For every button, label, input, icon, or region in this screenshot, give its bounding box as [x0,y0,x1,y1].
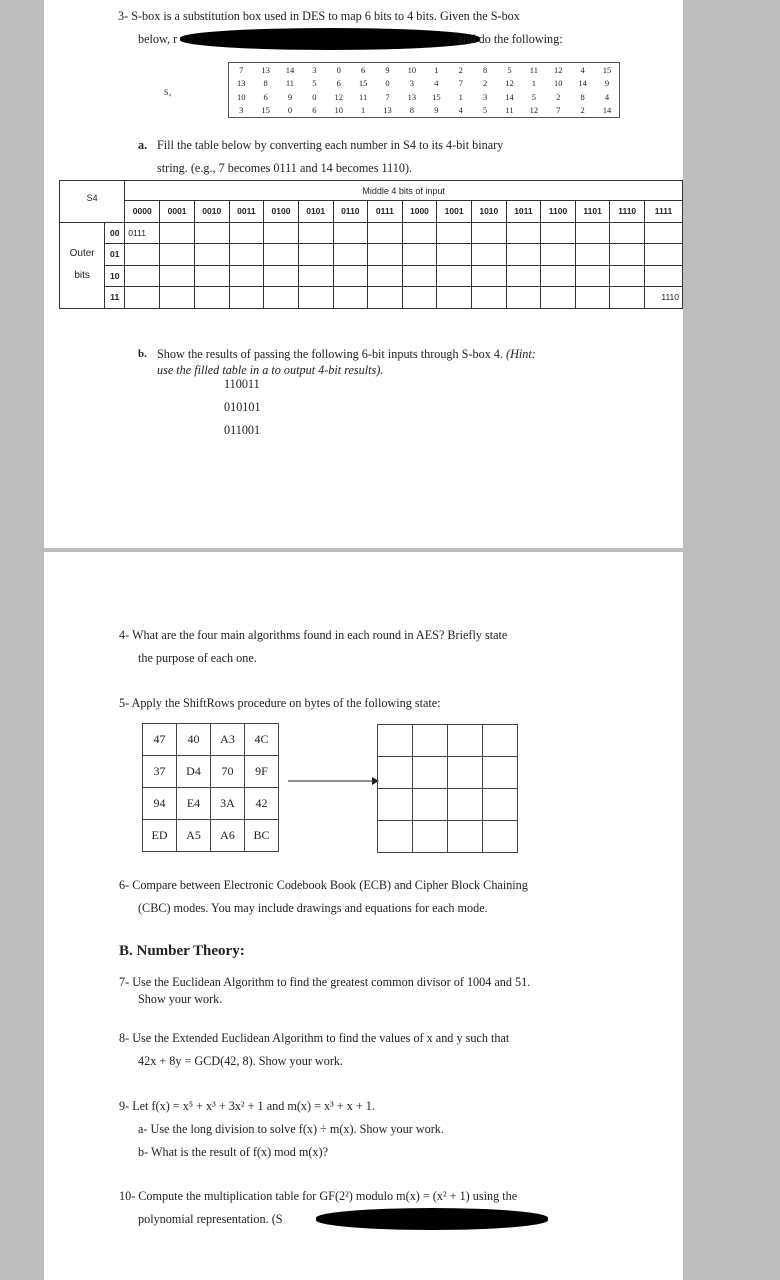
output-row [378,789,518,821]
q4-line2: the purpose of each one. [138,651,257,665]
output-row [378,757,518,789]
sbox-cell: 2 [482,78,488,89]
output-cell[interactable] [413,757,448,789]
table-header: Middle 4 bits of input [125,181,683,201]
sbox-cell: 1 [458,91,463,102]
row-label: 00 [105,222,125,244]
table-cell[interactable] [333,287,368,309]
arrow-icon [288,775,380,787]
table-cell[interactable] [437,265,472,287]
sbox-cell: 8 [580,91,585,102]
input-2: 010101 [224,400,261,414]
state-byte: D4 [177,756,211,788]
table-cell[interactable] [402,244,437,266]
sbox-cell: 10 [236,91,246,102]
sbox-cell: 14 [602,105,612,116]
table-cell[interactable] [541,222,576,244]
table-cell[interactable] [471,287,506,309]
sbox-cell: 5 [531,91,536,102]
exam-page-2 [44,552,683,1280]
table-cell[interactable] [610,265,645,287]
column-header: 1010 [471,201,506,223]
exam-page-1 [44,0,683,548]
q9-line1: 9- Let f(x) = x⁵ + x³ + 3x² + 1 and m(x) = x³ + x + 1. [119,1099,375,1113]
q3a-prefix: a. [138,138,148,152]
sbox-cell: 13 [236,78,246,89]
output-cell[interactable] [378,821,413,853]
output-cell[interactable] [413,821,448,853]
column-header: 0001 [160,201,195,223]
q4-line1: 4- What are the four main algorithms found in each round in AES? Briefly state [119,628,508,642]
input-3: 011001 [224,423,261,437]
output-cell[interactable] [448,757,483,789]
state-byte: 42 [245,788,279,820]
table-cell[interactable] [644,244,682,266]
sbox-cell: 4 [580,64,585,75]
sbox-cell: 6 [312,105,317,116]
state-byte: A3 [211,724,245,756]
table-cell[interactable] [264,265,299,287]
table-cell[interactable] [368,222,403,244]
column-header: 1111 [644,201,682,223]
sbox-cell: 2 [580,105,585,116]
table-cell[interactable] [194,287,229,309]
output-cell[interactable] [483,789,518,821]
state-byte: ED [143,820,177,852]
table-cell[interactable] [229,222,264,244]
table-cell[interactable] [264,222,299,244]
output-cell[interactable] [378,757,413,789]
q5-line1: 5- Apply the ShiftRows procedure on bytes of the following state: [119,696,441,710]
sbox-cell: 13 [407,91,417,102]
table-cell[interactable] [368,287,403,309]
q9-a: a- Use the long division to solve f(x) ÷ m(x). Show your work. [138,1122,444,1136]
table-cell[interactable] [471,265,506,287]
q3b-line1: Show the results of passing the following 6-bit inputs through S-box 4. (Hint: [157,347,536,361]
sbox-cell: 1 [361,105,366,116]
state-byte: A6 [211,820,245,852]
table-row [60,287,683,309]
table-cell[interactable] [471,244,506,266]
q8-line2: 42x + 8y = GCD(42, 8). Show your work. [138,1054,344,1068]
column-header: 1101 [575,201,610,223]
sbox-cell: 5 [312,78,317,89]
table-cell[interactable] [298,287,333,309]
sbox-cell: 5 [507,64,512,75]
table-cell[interactable] [333,244,368,266]
column-header: 0101 [298,201,333,223]
sbox-cell: 3 [239,105,244,116]
q10-line2: polynomial representation. (S [138,1212,283,1226]
q3b-prefix: b. [138,348,147,360]
table-cell[interactable] [402,222,437,244]
table-cell[interactable] [368,265,403,287]
table-cell[interactable] [298,265,333,287]
column-header: 0110 [333,201,368,223]
sbox-cell: 4 [434,78,439,89]
state-row [143,820,279,852]
table-cell[interactable] [506,265,541,287]
table-cell[interactable] [541,265,576,287]
sbox-cell: 15 [432,91,441,102]
table-cell[interactable] [506,244,541,266]
sbox-cell: 1 [531,78,536,89]
table-cell[interactable] [506,287,541,309]
q7-line1: 7- Use the Euclidean Algorithm to find the greatest common divisor of 1004 and 51. [119,975,531,989]
sbox-cell: 15 [602,64,612,75]
output-cell[interactable] [413,725,448,757]
sbox-cell: 11 [505,105,514,116]
sbox-cell: 3 [312,64,317,75]
sbox-row [229,104,620,118]
sbox-cell: 2 [556,91,561,102]
output-row [378,821,518,853]
section-b-title: B. Number Theory: [119,943,245,959]
state-byte: 9F [245,756,279,788]
table-cell[interactable] [160,244,195,266]
sbox-cell: 15 [261,105,270,116]
output-cell[interactable] [483,725,518,757]
table-cell[interactable] [437,222,472,244]
table-cell[interactable] [229,287,264,309]
table-cell[interactable] [125,287,160,309]
s4-binary-table [59,180,683,309]
table-row [60,244,683,266]
table-corner: S4 [60,181,125,223]
table-cell[interactable] [368,244,403,266]
redaction-mark [316,1208,548,1230]
output-cell[interactable] [483,821,518,853]
table-cell[interactable] [298,222,333,244]
sbox-cell: 11 [359,91,368,102]
sbox-cell: 0 [287,105,293,116]
q3b-hint-line2: use the filled table in a to output 4-bit results). [157,363,384,377]
sbox-cell: 9 [604,78,610,89]
sbox-cell: 1 [434,64,439,75]
q6-line1: 6- Compare between Electronic Codebook Book (ECB) and Cipher Block Chaining [119,878,528,892]
column-header: 0111 [368,201,403,223]
column-header: 1001 [437,201,472,223]
table-cell[interactable] [541,244,576,266]
q3-line2-start: below, r [138,32,178,46]
table-cell[interactable] [194,244,229,266]
table-cell[interactable] [333,265,368,287]
table-cell[interactable] [437,287,472,309]
state-row [143,724,279,756]
table-cell[interactable] [125,265,160,287]
state-byte: A5 [177,820,211,852]
state-byte: 47 [143,724,177,756]
sbox-cell: 5 [482,105,488,116]
sbox-cell: 7 [458,78,463,89]
sbox-cell: 10 [334,105,343,116]
table-cell[interactable] [610,287,645,309]
sbox-cell: 0 [336,64,341,75]
table-cell[interactable] [644,265,682,287]
q7-line2: Show your work. [138,992,223,1006]
state-byte: E4 [177,788,211,820]
q8-line1: 8- Use the Extended Euclidean Algorithm to find the values of x and y such that [119,1031,510,1045]
sbox-cell: 4 [458,105,463,116]
output-cell[interactable] [378,789,413,821]
table-cell[interactable] [333,222,368,244]
table-cell[interactable] [298,244,333,266]
table-cell[interactable] [575,244,610,266]
q3-line1: 3- S-box is a substitution box used in DES to map 6 bits to 4 bits. Given the S-box [118,9,520,23]
state-byte: BC [245,820,279,852]
sbox-cell: 13 [261,64,270,75]
outer-bits-label: Outer bits [60,222,105,308]
table-cell[interactable] [471,222,506,244]
table-cell[interactable] [194,265,229,287]
sbox-table [228,62,620,118]
table-cell[interactable] [402,265,437,287]
column-header: 1100 [541,201,576,223]
sbox-cell: 14 [578,78,587,89]
sbox-label: S₄ [164,88,172,97]
table-cell[interactable] [541,287,576,309]
q10-line1: 10- Compute the multiplication table for GF(2²) modulo m(x) = (x² + 1) using the [119,1189,518,1203]
sbox-cell: 6 [336,78,341,89]
sbox-row [229,77,620,91]
sbox-cell: 9 [434,105,439,116]
state-byte: 3A [211,788,245,820]
sbox-cell: 8 [409,105,415,116]
sbox-cell: 12 [334,91,343,102]
sbox-cell: 3 [409,78,415,89]
output-cell[interactable] [378,725,413,757]
state-row [143,756,279,788]
q6-line2: (CBC) modes. You may include drawings and equations for each mode. [138,901,488,915]
table-cell[interactable] [437,244,472,266]
table-cell[interactable] [229,265,264,287]
table-cell[interactable] [160,287,195,309]
sbox-cell: 10 [554,78,563,89]
output-cell[interactable] [448,789,483,821]
sbox-cell: 6 [361,64,366,75]
sbox-cell: 15 [358,78,368,89]
state-byte: 37 [143,756,177,788]
column-header: 0000 [125,201,160,223]
column-header: 0100 [264,201,299,223]
output-cell[interactable] [448,821,483,853]
q9-b: b- What is the result of f(x) mod m(x)? [138,1145,328,1159]
sbox-cell: 7 [239,64,244,75]
sbox-cell: 9 [385,64,390,75]
row-label: 01 [105,244,125,266]
sbox-cell: 7 [385,91,390,102]
table-cell[interactable] [575,265,610,287]
output-row [378,725,518,757]
table-cell[interactable] [264,244,299,266]
state-byte: 70 [211,756,245,788]
table-row [60,265,683,287]
sbox-cell: 10 [407,64,417,75]
output-cell[interactable] [413,789,448,821]
column-header: 1000 [402,201,437,223]
sbox-cell: 3 [482,91,488,102]
table-cell[interactable]: 0111 [125,222,160,244]
column-header: 0010 [194,201,229,223]
column-header: 1110 [610,201,645,223]
sbox-row [229,63,620,77]
sbox-cell: 12 [554,64,563,75]
state-row [143,788,279,820]
sbox-cell: 11 [285,78,295,89]
table-cell[interactable] [644,222,682,244]
shiftrows-input-state [142,723,279,852]
sbox-cell: 0 [385,78,390,89]
column-header: 1011 [506,201,541,223]
table-cell[interactable] [125,244,160,266]
sbox-cell: 12 [529,105,539,116]
shiftrows-output-grid [377,724,518,853]
table-cell[interactable] [402,287,437,309]
table-cell[interactable] [160,265,195,287]
table-cell[interactable] [610,222,645,244]
q3a-line1: Fill the table below by converting each number in S4 to its 4-bit binary [157,138,504,152]
table-cell[interactable] [575,222,610,244]
table-cell[interactable] [160,222,195,244]
state-byte: 4C [245,724,279,756]
output-cell[interactable] [483,757,518,789]
table-cell[interactable] [264,287,299,309]
column-header: 0011 [229,201,264,223]
redaction-mark [180,28,480,50]
table-cell[interactable]: 1110 [644,287,682,309]
table-row [60,222,683,244]
sbox-cell: 14 [285,64,295,75]
sbox-cell: 12 [505,78,514,89]
sbox-cell: 2 [458,64,463,75]
sbox-cell: 0 [312,91,317,102]
table-cell[interactable] [610,244,645,266]
sbox-cell: 7 [556,105,561,116]
output-cell[interactable] [448,725,483,757]
sbox-cell: 8 [263,78,268,89]
state-byte: 40 [177,724,211,756]
input-1: 110011 [224,377,260,391]
q3a-line2: string. (e.g., 7 becomes 0111 and 14 becomes 1110). [157,161,413,175]
sbox-row [229,90,620,104]
table-cell[interactable] [506,222,541,244]
state-byte: 94 [143,788,177,820]
sbox-cell: 8 [482,64,488,75]
sbox-cell: 13 [383,105,392,116]
table-cell[interactable] [194,222,229,244]
sbox-cell: 4 [604,91,610,102]
sbox-cell: 11 [529,64,538,75]
sbox-cell: 14 [505,91,514,102]
sbox-cell: 6 [263,91,268,102]
table-cell[interactable] [229,244,264,266]
row-label: 11 [105,287,125,309]
column-header-row [60,201,683,223]
table-cell[interactable] [575,287,610,309]
sbox-cell: 9 [287,91,293,102]
row-label: 10 [105,265,125,287]
q3-line2-end: and do the following: [458,32,563,46]
